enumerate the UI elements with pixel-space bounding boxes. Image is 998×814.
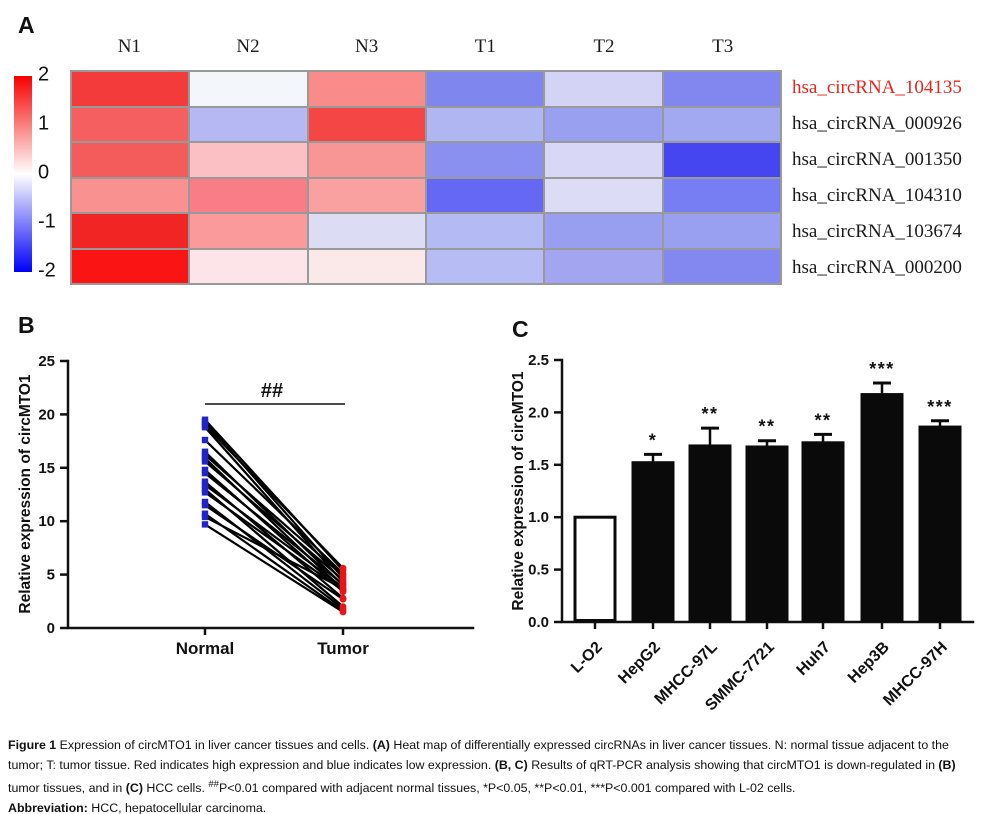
caption-line	[8, 799, 992, 814]
colorbar-tick-label: 2	[38, 63, 50, 86]
b-ytick-label: 15	[38, 459, 55, 477]
normal-point	[202, 502, 208, 508]
b-ytick-label: 0	[46, 620, 55, 637]
caption-segment: tumor tissues, and in	[8, 781, 126, 796]
bar	[920, 427, 960, 620]
c-xtick-label: Hep3B	[844, 638, 893, 687]
normal-point	[202, 458, 208, 464]
bar	[690, 446, 730, 621]
heatmap-column-label: T1	[474, 36, 496, 57]
heatmap-column-label: N3	[355, 36, 379, 57]
b-ytick-label: 20	[38, 406, 55, 424]
b-xtick-label: Normal	[175, 639, 235, 658]
colorbar-tick-label: -1	[38, 210, 56, 233]
panel-b-label: B	[18, 312, 35, 338]
heatmap-column-label: T3	[712, 36, 734, 57]
caption-segment: (C)	[125, 781, 143, 796]
normal-point	[202, 489, 208, 495]
caption-segment: P<0.01 compared with adjacent normal tissues, *P<0.05, **P<0.01, ***P<0.001 compared with L-02 cells.	[218, 781, 796, 796]
c-ytick-label: 1.5	[528, 456, 549, 474]
normal-point	[202, 514, 208, 520]
normal-point	[202, 470, 208, 476]
caption-segment: Abbreviation:	[8, 800, 88, 814]
heatmap-row-label: hsa_circRNA_103674	[792, 220, 962, 242]
bar-chart	[510, 352, 973, 714]
b-xtick-label: Tumor	[317, 639, 369, 658]
c-ytick-label: 0.0	[528, 614, 549, 631]
c-xtick-label: HepG2	[615, 638, 664, 688]
tumor-point	[340, 585, 347, 592]
heatmap-column-label: T2	[593, 36, 615, 57]
b-ytick-label: 25	[38, 353, 55, 370]
significance-stars: *	[648, 430, 658, 451]
caption-segment: Expression of circMTO1 in liver cancer tissues and cells.	[59, 738, 373, 752]
panel-c-label: C	[512, 316, 529, 342]
caption-segment: ##	[208, 779, 219, 790]
c-xtick-label: L-O2	[568, 638, 606, 677]
tumor-point	[340, 609, 347, 616]
colorbar-tick-label: -2	[38, 259, 56, 282]
normal-point	[202, 521, 208, 527]
heatmap-row-label: hsa_circRNA_001350	[792, 149, 962, 171]
caption-segment: (A)	[372, 738, 390, 752]
caption-line	[8, 736, 992, 756]
heatmap-row-label: hsa_circRNA_104310	[792, 184, 962, 206]
caption-segment: Figure 1	[8, 738, 60, 752]
c-ytick-label: 1.0	[528, 509, 549, 527]
caption-segment: (B, C)	[494, 757, 528, 772]
paired-line	[205, 455, 343, 576]
bar	[747, 447, 787, 621]
b-ytick-label: 10	[38, 513, 55, 531]
heatmap-row-label: hsa_circRNA_000200	[792, 256, 962, 278]
heatmap-row-label: hsa_circRNA_000926	[792, 113, 962, 135]
caption-segment: HCC cells.	[142, 781, 209, 796]
heatmap-column-label: N2	[236, 36, 260, 57]
figure-caption	[8, 736, 992, 814]
c-ytick-label: 2.5	[528, 352, 549, 369]
colorbar-tick-label: 1	[38, 112, 50, 135]
tumor-point	[340, 596, 347, 603]
caption-segment: (B)	[938, 757, 956, 772]
caption-segment: HCC, hepatocellular carcinoma.	[87, 800, 267, 814]
c-xtick-label: Huh7	[793, 638, 834, 680]
b-y-axis-title: Relative expression of circMTO1	[17, 374, 34, 614]
caption-segment: Heat map of differentially expressed circRNAs in liver cancer tissues. N: normal tissue adjacent to the	[389, 738, 949, 752]
c-xtick-label: SMMC-7721	[702, 638, 778, 715]
bar	[575, 517, 615, 620]
paired-plot	[17, 353, 473, 658]
colorbar-tick-label: 0	[38, 161, 50, 184]
caption-segment: Results of qRT-PCR analysis showing that circMTO1 is down-regulated in	[527, 757, 939, 772]
heatmap-row-label: hsa_circRNA_104135	[792, 77, 962, 99]
heatmap-column-label: N1	[117, 36, 141, 57]
b-ytick-label: 5	[46, 566, 55, 584]
paired-line	[205, 470, 343, 592]
c-ytick-label: 2.0	[528, 404, 549, 422]
normal-point	[202, 437, 208, 443]
caption-line	[8, 756, 992, 776]
significance-stars: **	[701, 404, 719, 425]
caption-line	[8, 775, 992, 799]
b-significance-label: ##	[260, 380, 284, 402]
bar	[633, 463, 673, 621]
bar	[862, 395, 902, 621]
significance-stars: ***	[927, 396, 953, 417]
significance-stars: **	[758, 416, 776, 437]
bar	[803, 443, 843, 621]
c-xtick-label: MHCC-97L	[651, 638, 721, 709]
caption-segment: tumor; T: tumor tissue. Red indicates high expression and blue indicates low expression.	[8, 757, 495, 772]
normal-point	[202, 424, 208, 430]
significance-stars: ***	[869, 359, 895, 380]
c-ytick-label: 0.5	[528, 561, 549, 579]
panel-a-label: A	[18, 12, 35, 38]
c-xtick-label: MHCC-97H	[880, 638, 951, 710]
significance-stars: **	[814, 410, 832, 431]
c-y-axis-title: Relative expression of circMTO1	[510, 371, 527, 611]
